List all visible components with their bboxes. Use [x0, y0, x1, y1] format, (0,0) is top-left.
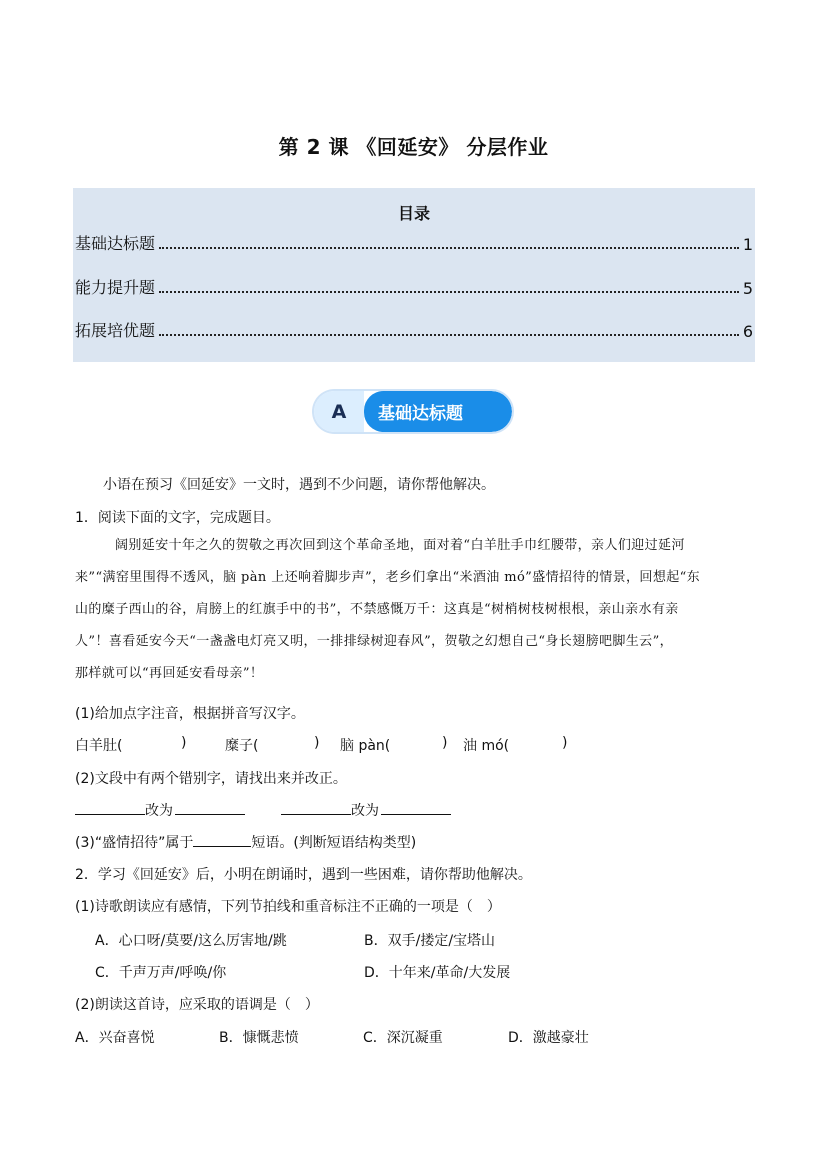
q1-sub3-lead: (3)“盛情招待”属于 [75, 835, 194, 851]
table-of-contents [73, 188, 755, 362]
tone-option-b[interactable]: B．慷慨悲愤 [219, 1030, 299, 1046]
answer-close-paren: ) [314, 735, 320, 751]
section-badge [314, 391, 512, 432]
q2-stem: 2．学习《回延安》后，小明在朗诵时，遇到一些困难，请你帮助他解决。 [75, 867, 532, 883]
toc-item-basic[interactable] [75, 230, 753, 254]
section-badge-label: 基础达标题 [364, 391, 512, 432]
q1-passage [75, 530, 765, 690]
page-title: 第 2 课 《回延安》 分层作业 [278, 135, 549, 159]
q1-sub2-answers [75, 800, 475, 820]
passage-line: 来”“满窑里围得不透风，脑 pàn 上还响着脚步声”，老乡们拿出“米酒油 mó”盛情招待的情景，回想起“东 [75, 570, 701, 585]
correction-word: 改为 [351, 803, 379, 819]
q2-sub1: (1)诗歌朗读应有感情，下列节拍线和重音标注不正确的一项是（ ） [75, 899, 501, 915]
toc-item-extension[interactable] [75, 317, 753, 341]
toc-item-label: 拓展培优题 [75, 321, 156, 340]
answer-blank[interactable] [281, 800, 351, 815]
answer-item-label: 脑 pàn( [340, 738, 391, 754]
toc-item-page: 6 [742, 322, 753, 341]
option-d[interactable]: D．十年来/革命/大发展 [364, 965, 511, 981]
answer-item-label: 白羊肚( [75, 738, 123, 754]
q1-sub3 [75, 832, 416, 852]
tone-option-c[interactable]: C．深沉凝重 [363, 1030, 443, 1046]
passage-line: 那样就可以“再回延安看母亲”！ [75, 666, 264, 681]
tone-option-a[interactable]: A．兴奋喜悦 [75, 1030, 155, 1046]
q2-sub2: (2)朗读这首诗，应采取的语调是（ ） [75, 997, 319, 1013]
toc-leader-dots [159, 246, 739, 249]
answer-blank[interactable] [381, 800, 451, 815]
answer-item-label: 油 mó( [463, 738, 510, 754]
passage-line: 阔别延安十年之久的贺敬之再次回到这个革命圣地，面对着“白羊肚手巾红腰带，亲人们迎过延河 [115, 538, 685, 553]
q1-sub3-tail: 短语。(判断短语结构类型) [251, 835, 417, 851]
option-b[interactable]: B．双手/搂定/宝塔山 [364, 933, 496, 949]
q1-sub1: (1)给加点字注音，根据拼音写汉字。 [75, 706, 305, 722]
answer-blank[interactable] [193, 832, 251, 847]
tone-option-d[interactable]: D．激越豪壮 [508, 1030, 589, 1046]
q1-sub2: (2)文段中有两个错别字，请找出来并改正。 [75, 771, 347, 787]
answer-blank[interactable] [175, 800, 245, 815]
answer-close-paren: ) [442, 735, 448, 751]
q1-sub1-answers [75, 735, 675, 755]
intro-text: 小语在预习《回延安》一文时，遇到不少问题，请你帮他解决。 [103, 477, 495, 493]
toc-leader-dots [159, 333, 739, 336]
toc-leader-dots [159, 290, 739, 293]
toc-heading: 目录 [397, 204, 430, 223]
answer-close-paren: ) [562, 735, 568, 751]
option-a[interactable]: A．心口呀/莫要/这么厉害地/跳 [95, 933, 287, 949]
toc-item-page: 1 [742, 235, 753, 254]
toc-item-label: 基础达标题 [75, 234, 156, 253]
toc-item-label: 能力提升题 [75, 278, 156, 297]
answer-item-label: 糜子( [225, 738, 259, 754]
toc-item-page: 5 [742, 279, 753, 298]
q1-stem: 1．阅读下面的文字，完成题目。 [75, 510, 280, 526]
answer-blank[interactable] [75, 800, 145, 815]
section-badge-letter: A [314, 391, 364, 432]
option-c[interactable]: C．千声万声/呼唤/你 [95, 965, 227, 981]
correction-word: 改为 [145, 803, 173, 819]
passage-line: 人”！喜看延安今天“一盏盏电灯亮又明，一排排绿树迎春风”，贺敬之幻想自己“身长翅膀吧脚生云”， [75, 634, 674, 649]
toc-item-advanced[interactable] [75, 274, 753, 298]
passage-line: 山的糜子西山的谷，肩膀上的红旗手中的书”，不禁感慨万千：这真是“树梢树枝树根根，亲山亲水有亲 [75, 602, 679, 617]
answer-close-paren: ) [181, 735, 187, 751]
